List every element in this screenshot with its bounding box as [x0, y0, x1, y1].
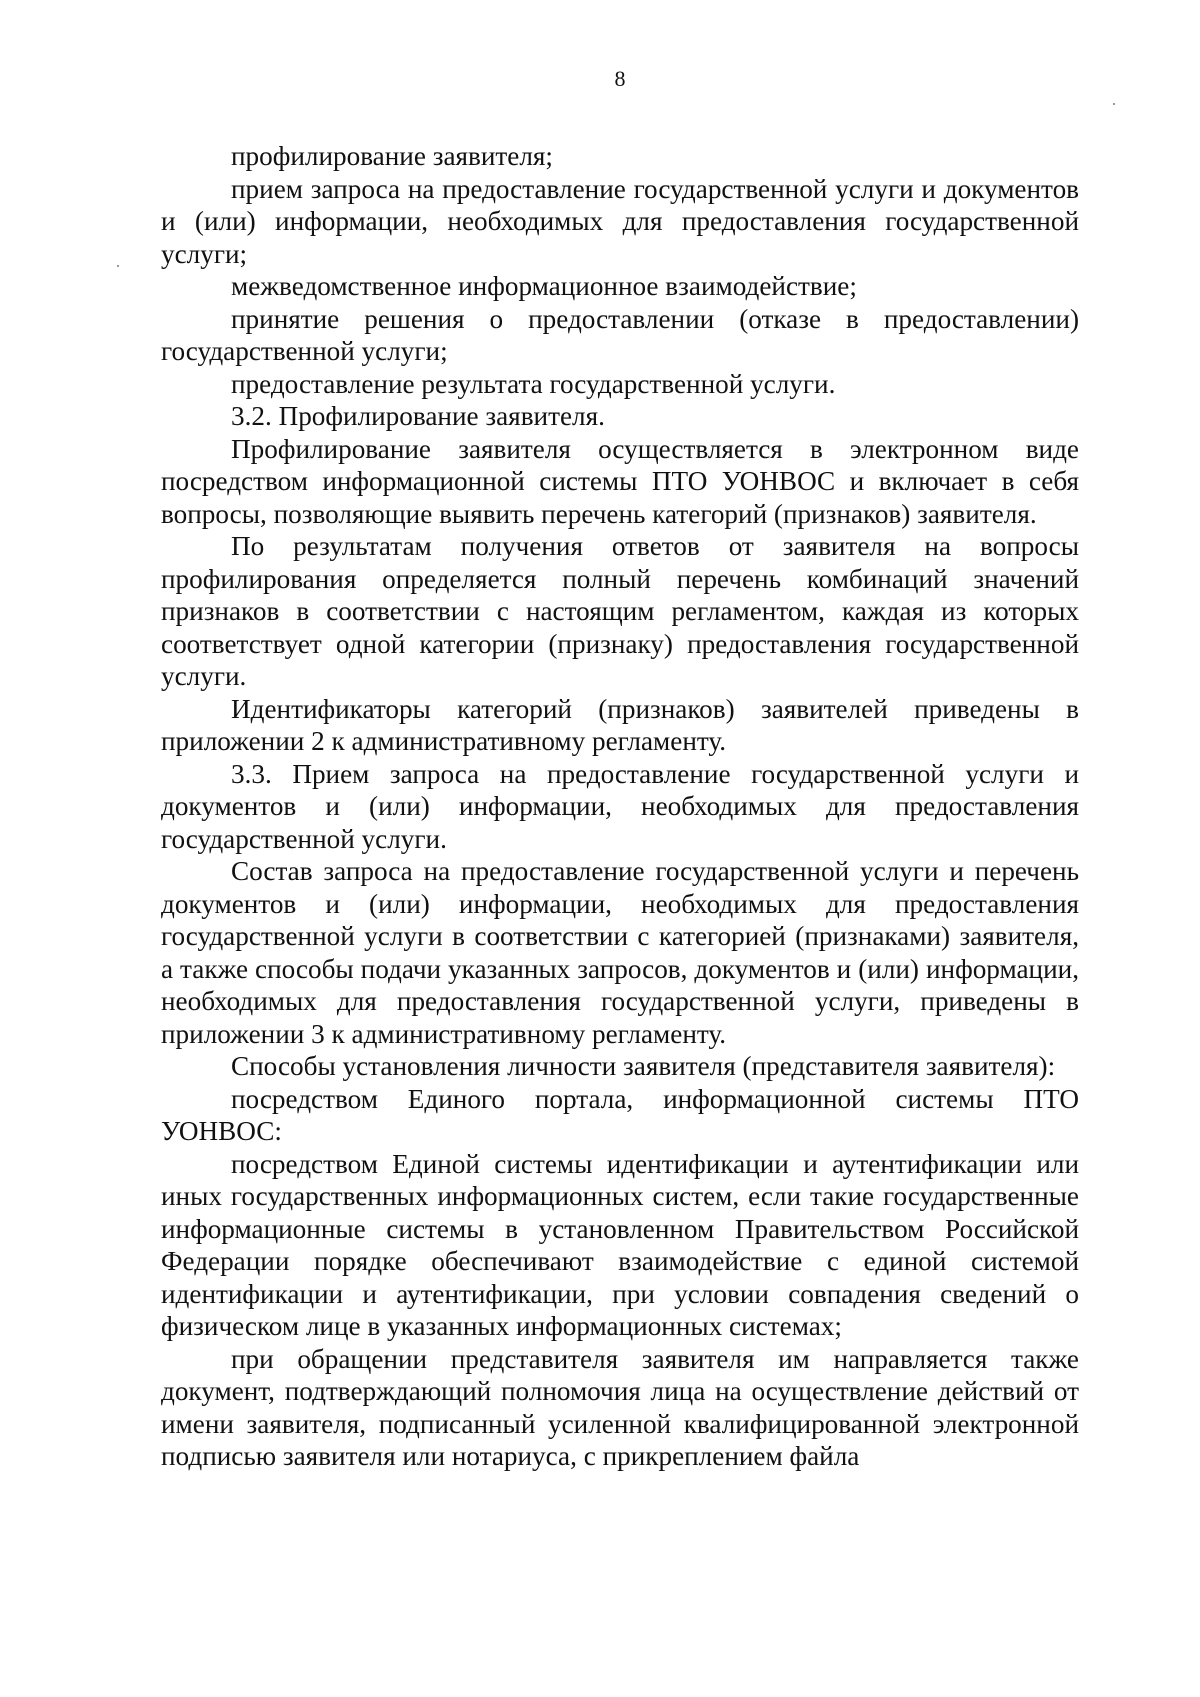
scan-speck: [117, 265, 119, 267]
list-item-profiling: профилирование заявителя;: [231, 141, 553, 171]
list-item-request-intake: прием запроса на предоставление государственной услуги и документов и (или) информации, необходимых для предоставления государственной услуги;: [161, 173, 1079, 269]
paragraph-profiling-results: По результатам получения ответов от заявителя на вопросы профилирования определяется полный перечень комбинаций значений признаков в соответствии с настоящим регламентом, каждая из которых соответствует одной категории (признаку) предоставления государственной услуги.: [161, 531, 1079, 691]
paragraph-representative: при обращении представителя заявителя им направляется также документ, подтверждающий полномочия лица на осуществление действий от имени заявителя, подписанный усиленной квалифицированной электронной подписью заявителя или нотариуса, с прикреплением файла: [161, 1343, 1079, 1471]
scan-speck: [1113, 103, 1115, 105]
list-item-result: предоставление результата государственной услуги.: [231, 368, 836, 399]
section-heading-3-3: 3.3. Прием запроса на предоставление государственной услуги и документов и (или) информации, необходимых для предоставления государственной услуги.: [161, 758, 1079, 854]
page-number: 8: [614, 66, 626, 91]
section-heading-3-2: 3.2. Профилирование заявителя.: [231, 401, 605, 431]
paragraph-request-composition: Состав запроса на предоставление государственной услуги и перечень документов и (или) информации, необходимых для предоставления государственной услуги в соответствии с категорией (признаками) заявителя, а также способы подачи указанных запросов, документов и (или) информации, необходимых для предоставления государственной услуги, приведены в приложении 3 к административному регламенту.: [161, 856, 1079, 1049]
paragraph-identification-methods: Способы установления личности заявителя (представителя заявителя):: [231, 1051, 1056, 1081]
list-item-decision: принятие решения о предоставлении (отказе в предоставлении) государственной услуги;: [161, 303, 1079, 366]
list-item-portal: посредством Единого портала, информационной системы ПТО УОНВОС:: [161, 1083, 1079, 1146]
paragraph-identifiers: Идентификаторы категорий (признаков) заявителей приведены в приложении 2 к административному регламенту.: [161, 693, 1079, 756]
document-body: [161, 140, 1079, 1473]
list-item-esia: посредством Единой системы идентификации и аутентификации или иных государственных информационных систем, если такие государственные информационные системы в установленном Правительством Российской Федерации порядке обеспечивают взаимодействие с единой системой идентификации и аутентификации, при условии совпадения сведений о физическом лице в указанных информационных системах;: [161, 1148, 1079, 1341]
paragraph-profiling-method: Профилирование заявителя осуществляется в электронном виде посредством информационной системы ПТО УОНВОС и включает в себя вопросы, позволяющие выявить перечень категорий (признаков) заявителя.: [161, 433, 1079, 529]
list-item-interagency: межведомственное информационное взаимодействие;: [231, 271, 857, 301]
